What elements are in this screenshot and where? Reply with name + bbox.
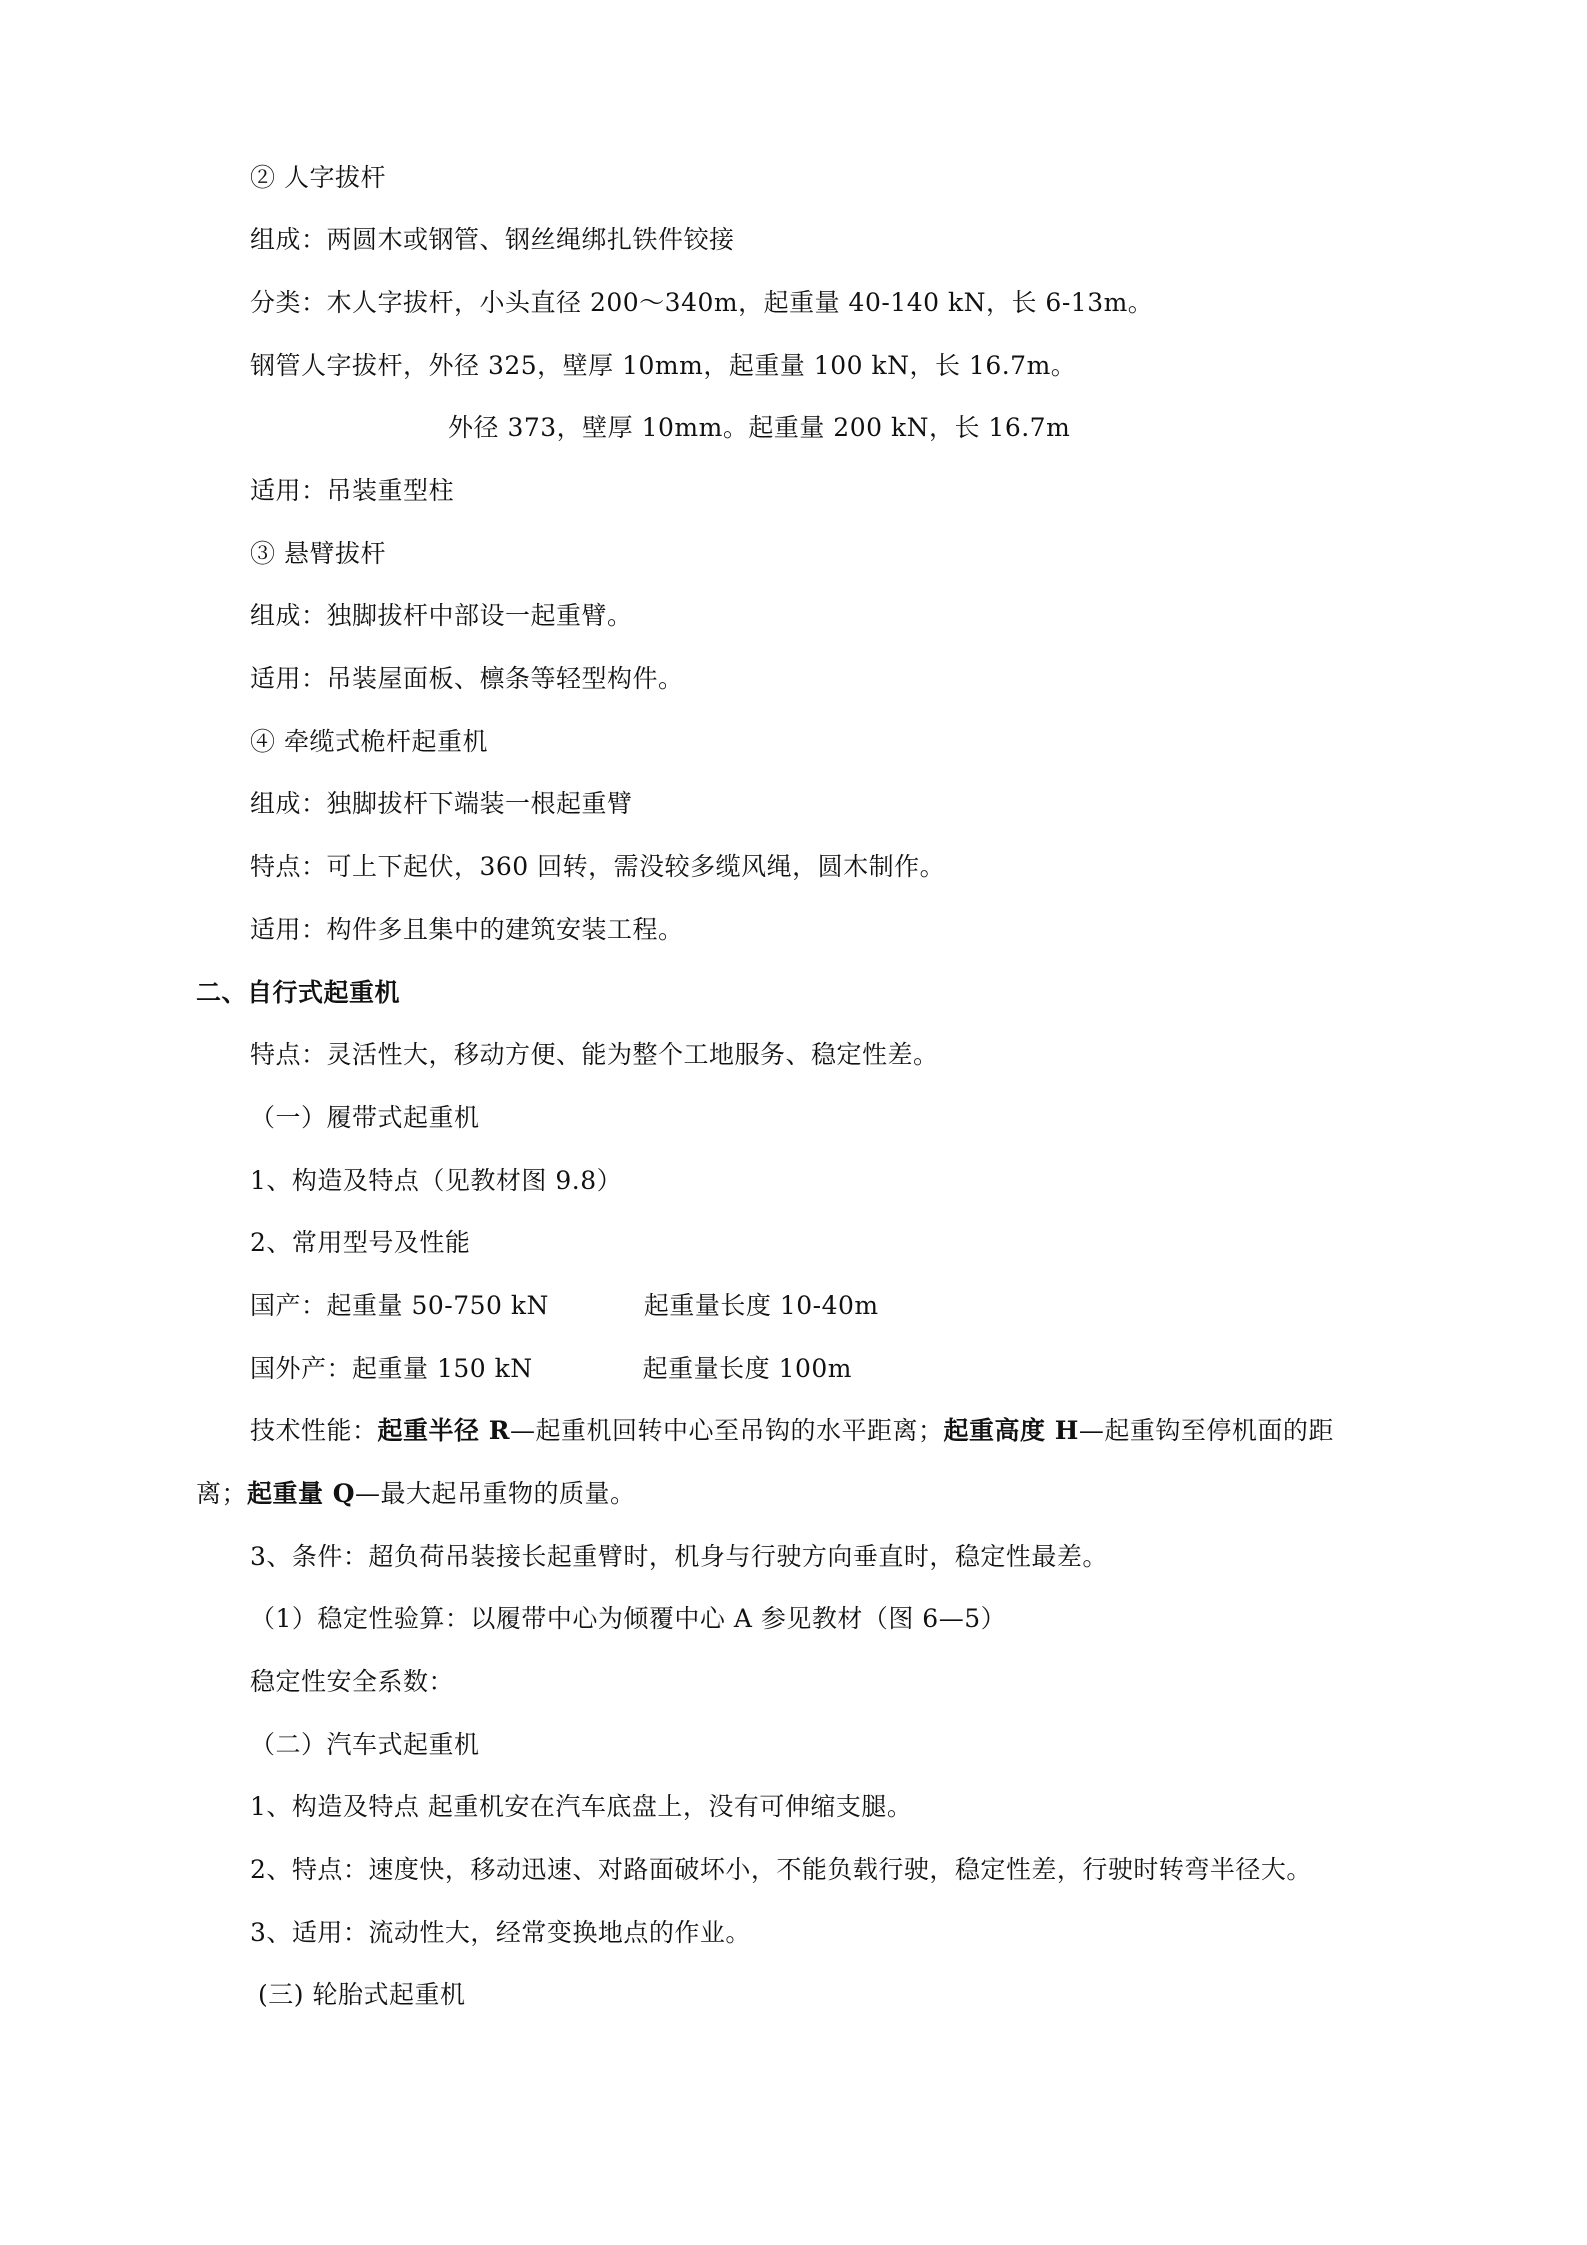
foreign-capacity: 国外产：起重量 150 kN [250,1354,533,1383]
text-stability-check: （1）稳定性验算：以履带中心为倾覆中心 A 参见教材（图 6—5） [250,1604,1007,1633]
text-applicable-1: 适用：吊装重型柱 [250,476,455,505]
desc-height-cont: 离； [196,1479,248,1508]
text-composition-2: 组成：独脚拔杆中部设一起重臂。 [250,601,633,630]
foreign-length: 起重量长度 100m [642,1354,853,1383]
heading-cantilever-gin-pole: ③ 悬臂拔杆 [250,539,386,568]
text-features-2: 特点：灵活性大，移动方便、能为整个工地服务、稳定性差。 [250,1040,939,1069]
text-truck-construction: 1、构造及特点 起重机安在汽车底盘上，没有可伸缩支腿。 [250,1792,913,1821]
text-safety-factor: 稳定性安全系数： [250,1667,455,1696]
term-radius: 起重半径 R [377,1416,510,1445]
text-conditions: 3、条件：超负荷吊装接长起重臂时，机身与行驶方向垂直时，稳定性最差。 [250,1542,1108,1571]
text-composition-3: 组成：独脚拔杆下端装一根起重臂 [250,789,633,818]
text-applicable-3: 适用：构件多且集中的建筑安装工程。 [250,915,684,944]
heading-guyed-derrick: ④ 牵缆式桅杆起重机 [250,727,488,756]
heading-self-propelled-crane: 二、自行式起重机 [196,978,401,1007]
desc-capacity: —最大起吊重物的质量。 [355,1479,636,1508]
tech-prefix: 技术性能： [250,1416,378,1445]
heading-tire-crane: (三) 轮胎式起重机 [258,1980,466,2009]
heading-crawler-crane: （一）履带式起重机 [250,1103,480,1132]
desc-radius: —起重机回转中心至吊钩的水平距离； [510,1416,944,1445]
text-domestic-specs [250,1290,879,1322]
text-steel-pipe-1: 钢管人字拔杆，外径 325，壁厚 10mm，起重量 100 kN，长 16.7m。 [250,351,1077,380]
text-truck-features: 2、特点：速度快，移动迅速、对路面破坏小，不能负载行驶，稳定性差，行驶时转弯半径大。 [250,1855,1312,1884]
text-truck-applicable: 3、适用：流动性大，经常变换地点的作业。 [250,1918,751,1947]
domestic-length: 起重量长度 10-40m [643,1291,879,1320]
text-technical-performance-cont [196,1478,636,1510]
text-features-1: 特点：可上下起伏，360 回转，需没较多缆风绳，圆木制作。 [250,852,946,881]
text-technical-performance [250,1415,1334,1447]
heading-herringbone-gin-pole: ② 人字拔杆 [250,163,386,192]
term-height: 起重高度 H [943,1416,1079,1445]
text-construction-features: 1、构造及特点（见教材图 9.8） [250,1166,623,1195]
text-applicable-2: 适用：吊装屋面板、檩条等轻型构件。 [250,664,684,693]
domestic-capacity: 国产：起重量 50-750 kN [250,1291,549,1320]
text-foreign-specs [250,1353,852,1385]
text-classification: 分类：木人字拔杆，小头直径 200～340m，起重量 40-140 kN，长 6-13m。 [250,288,1154,317]
text-common-models: 2、常用型号及性能 [250,1228,471,1257]
text-composition-1: 组成：两圆木或钢管、钢丝绳绑扎铁件铰接 [250,225,735,254]
term-capacity: 起重量 Q [247,1479,355,1508]
text-steel-pipe-2: 外径 373，壁厚 10mm。起重量 200 kN，长 16.7m [448,413,1071,442]
desc-height: —起重钩至停机面的距 [1078,1416,1334,1445]
heading-truck-crane: （二）汽车式起重机 [250,1730,480,1759]
